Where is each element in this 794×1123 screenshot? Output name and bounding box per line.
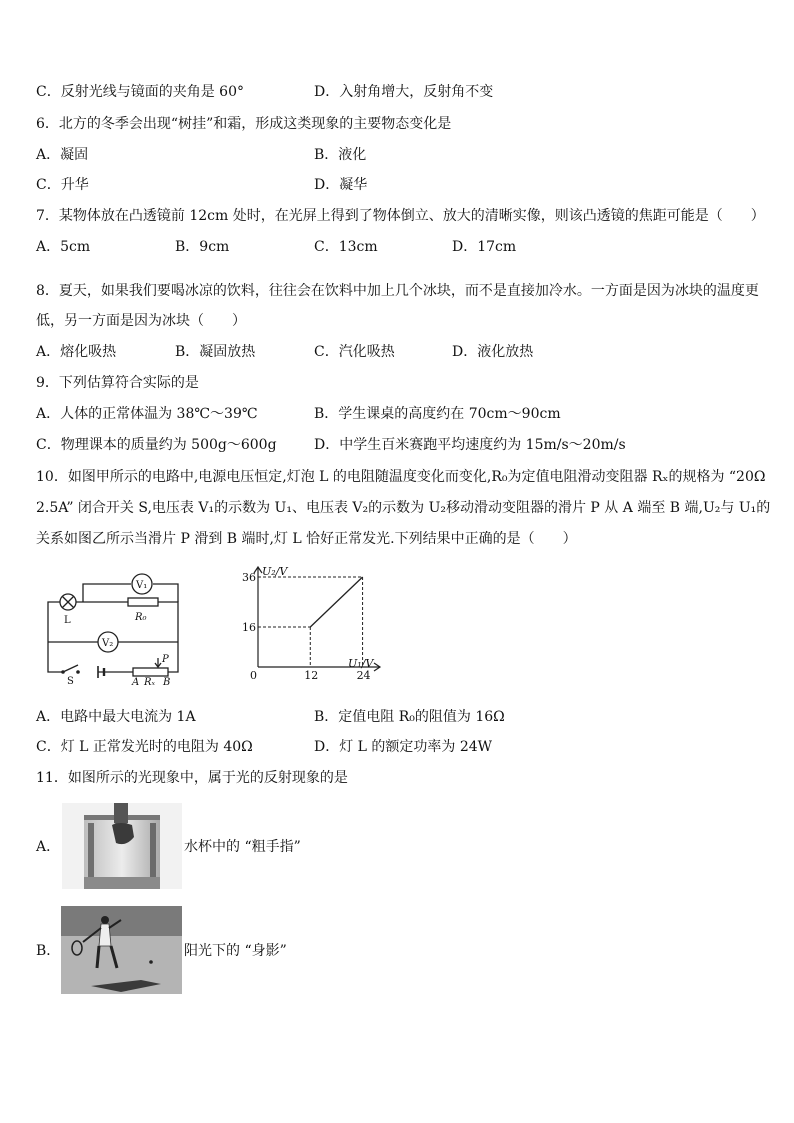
q9-option-a: A．人体的正常体温为 38℃～39℃ xyxy=(36,406,258,422)
circuit-label-rx: Rₓ xyxy=(144,677,156,688)
circuit-label-b: B xyxy=(163,677,171,688)
q6-option-c: C．升华 xyxy=(36,177,89,193)
q7-option-b: B．9cm xyxy=(175,239,230,255)
q10-stem-line-3: 关系如图乙所示当滑片 P 滑到 B 端时,灯 L 恰好正常发光.下列结果中正确的是（ ） xyxy=(36,531,577,547)
circuit-label-lamp: L xyxy=(64,615,71,626)
q10-stem-line-1: 10．如图甲所示的电路中,电源电压恒定,灯泡 L 的电阻随温度变化而变化,R₀为定值电阻滑动变阻器 Rₓ的规格为 “20Ω xyxy=(36,469,766,485)
q5-option-c: C．反射光线与镜面的夹角是 60° xyxy=(36,84,244,100)
ytick-label: 16 xyxy=(242,621,256,634)
q11-option-b-text: 阳光下的 “身影” xyxy=(184,943,287,959)
q11-option-a-letter: A． xyxy=(36,839,61,855)
circuit-diagram xyxy=(38,572,188,688)
q10-option-a: A．电路中最大电流为 1A xyxy=(36,709,196,725)
q10-stem-line-2: 2.5A” 闭合开关 S,电压表 V₁的示数为 U₁、电压表 V₂的示数为 U₂移动滑动变阻器的滑片 P 从 A 端至 B 端,U₂与 U₁的 xyxy=(36,500,771,516)
q8-option-d: D．液化放热 xyxy=(452,344,534,360)
graph-ylabel: U₂/V xyxy=(262,565,288,578)
q6-option-b: B．液化 xyxy=(314,147,367,163)
q6-stem: 6．北方的冬季会出现“树挂”和霜，形成这类现象的主要物态变化是 xyxy=(36,116,452,132)
q10-option-c: C．灯 L 正常发光时的电阻为 40Ω xyxy=(36,739,253,755)
series-line xyxy=(310,577,362,627)
q8-option-b: B．凝固放热 xyxy=(175,344,256,360)
q6-option-d: D．凝华 xyxy=(314,177,368,193)
q9-option-d: D．中学生百米赛跑平均速度约为 15m/s～20m/s xyxy=(314,437,626,453)
q8-option-a: A．熔化吸热 xyxy=(36,344,117,360)
q7-option-c: C．13cm xyxy=(314,239,378,255)
q8-option-c: C．汽化吸热 xyxy=(314,344,395,360)
glass-finger-photo xyxy=(62,803,182,889)
u2-u1-graph xyxy=(240,563,390,683)
circuit-label-r0: R₀ xyxy=(135,612,147,623)
q7-stem: 7．某物体放在凸透镜前 12cm 处时，在光屏上得到了物体倒立、放大的清晰实像，则该凸透镜的焦距可能是（ ） xyxy=(36,208,765,224)
circuit-label-s: S xyxy=(67,676,74,687)
q9-option-c: C．物理课本的质量约为 500g～600g xyxy=(36,437,277,453)
q7-option-a: A．5cm xyxy=(36,239,91,255)
q11-stem: 11．如图所示的光现象中，属于光的反射现象的是 xyxy=(36,770,348,786)
circuit-label-a: A xyxy=(132,677,140,688)
tennis-shadow-photo xyxy=(61,906,182,994)
q8-stem-line-2: 低，另一方面是因为冰块（ ） xyxy=(36,313,246,329)
xtick-label: 24 xyxy=(356,669,371,682)
circuit-label-v1: V₁ xyxy=(136,580,148,591)
q10-option-b: B．定值电阻 R₀的阻值为 16Ω xyxy=(314,709,505,725)
q11-option-b-letter: B． xyxy=(36,943,61,959)
q7-option-d: D．17cm xyxy=(452,239,517,255)
circuit-label-v2: V₂ xyxy=(102,638,114,649)
q5-option-d: D．入射角增大，反射角不变 xyxy=(314,84,494,100)
ytick-label: 36 xyxy=(242,571,256,584)
q9-option-b: B．学生课桌的高度约在 70cm～90cm xyxy=(314,406,561,422)
xtick-label: 12 xyxy=(304,669,319,682)
xtick-label: 0 xyxy=(250,669,257,682)
q6-option-a: A．凝固 xyxy=(36,147,89,163)
q11-option-a-text: 水杯中的 “粗手指” xyxy=(184,839,301,855)
q9-stem: 9．下列估算符合实际的是 xyxy=(36,375,199,391)
graph-xlabel: U₁/V xyxy=(348,657,374,670)
q10-option-d: D．灯 L 的额定功率为 24W xyxy=(314,739,493,755)
q8-stem-line-1: 8．夏天，如果我们要喝冰凉的饮料，往往会在饮料中加上几个冰块，而不是直接加冷水。一方面是因为冰块的温度更 xyxy=(36,283,759,299)
circuit-label-p: P xyxy=(162,654,169,665)
